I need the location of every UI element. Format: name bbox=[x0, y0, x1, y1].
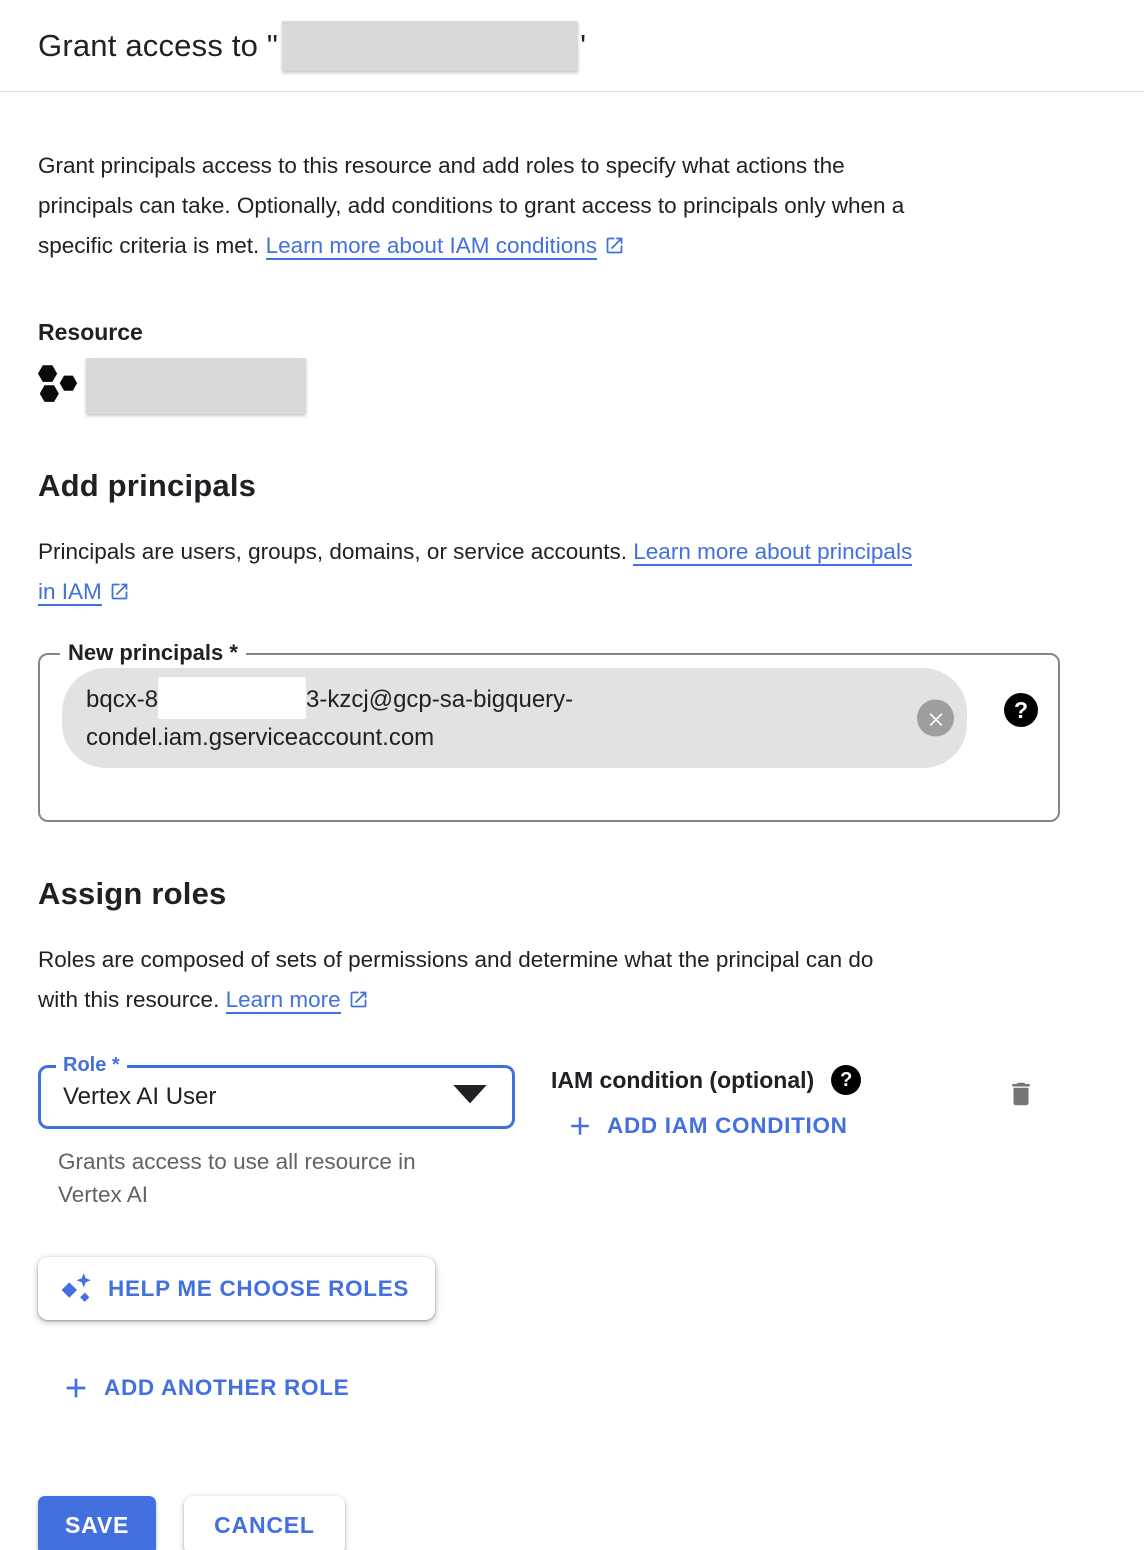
delete-role-button[interactable] bbox=[1006, 1077, 1036, 1111]
resource-section bbox=[0, 319, 1144, 414]
redacted-resource-name bbox=[282, 21, 578, 71]
learn-more-iam-conditions-link[interactable]: Learn more about IAM conditions bbox=[265, 233, 598, 258]
roles-description bbox=[0, 940, 1144, 1023]
external-link-icon bbox=[348, 990, 369, 1015]
role-helper-line: Grants access to use all resource in bbox=[58, 1149, 416, 1174]
add-another-role-label: ADD ANOTHER ROLE bbox=[104, 1375, 350, 1400]
role-helper-line: Vertex AI bbox=[58, 1182, 149, 1207]
intro-line: specific criteria is met. bbox=[38, 233, 260, 258]
new-principals-field[interactable] bbox=[38, 640, 1060, 822]
intro-paragraph bbox=[0, 146, 1144, 269]
resource-hexagons-icon bbox=[38, 364, 78, 409]
new-principals-label: New principals * bbox=[60, 640, 246, 666]
help-me-choose-roles-button[interactable] bbox=[38, 1257, 435, 1320]
page-title-suffix: ' bbox=[580, 27, 587, 63]
trash-icon bbox=[1006, 1077, 1036, 1111]
intro-line: principals can take. Optionally, add conditions to grant access to principals only when a bbox=[38, 193, 905, 218]
cancel-button[interactable]: CANCEL bbox=[184, 1496, 345, 1550]
roles-description-line: with this resource. bbox=[38, 987, 220, 1012]
principal-chip-line2: condel.iam.gserviceaccount.com bbox=[86, 724, 435, 751]
learn-more-principals-link[interactable]: Learn more about principals bbox=[633, 539, 913, 564]
iam-condition-label-row bbox=[551, 1065, 861, 1095]
redacted-email-part bbox=[158, 677, 306, 719]
add-iam-condition-button[interactable] bbox=[565, 1111, 861, 1141]
principals-description-text: Principals are users, groups, domains, or service accounts. bbox=[38, 539, 628, 564]
add-iam-condition-label: ADD IAM CONDITION bbox=[607, 1113, 848, 1138]
dialog-footer bbox=[38, 1496, 1144, 1550]
learn-more-principals-link[interactable]: in IAM bbox=[38, 579, 102, 604]
principal-email-part: bqcx-8 bbox=[86, 686, 159, 713]
roles-description-line: Roles are composed of sets of permissions and determine what the principal can do bbox=[38, 947, 874, 972]
resource-label: Resource bbox=[38, 319, 143, 345]
close-icon bbox=[926, 708, 946, 728]
external-link-icon bbox=[109, 582, 130, 607]
principals-help-icon[interactable]: ? bbox=[1004, 693, 1038, 727]
page-title-text: Grant access to " bbox=[38, 27, 279, 63]
role-selected-value: Vertex AI User bbox=[63, 1083, 217, 1110]
principal-email-part: 3-kzcj@gcp-sa-bigquery- bbox=[306, 686, 574, 713]
iam-condition-label: IAM condition (optional) bbox=[551, 1066, 815, 1093]
role-helper-text bbox=[58, 1145, 453, 1211]
page-title bbox=[38, 21, 586, 71]
redacted-resource-value bbox=[86, 358, 306, 414]
plus-icon bbox=[565, 1111, 595, 1141]
help-me-choose-roles-label: HELP ME CHOOSE ROLES bbox=[108, 1275, 410, 1301]
resource-row bbox=[38, 358, 1106, 414]
learn-more-roles-link[interactable]: Learn more bbox=[225, 987, 341, 1012]
gemini-sparkle-icon bbox=[60, 1272, 93, 1305]
role-select[interactable] bbox=[38, 1054, 515, 1129]
remove-principal-button[interactable] bbox=[917, 700, 954, 737]
save-button[interactable]: SAVE bbox=[38, 1496, 156, 1550]
iam-condition-column bbox=[551, 1065, 861, 1141]
external-link-icon bbox=[604, 236, 625, 261]
role-label: Role * bbox=[56, 1054, 127, 1077]
chevron-down-icon bbox=[450, 1082, 490, 1113]
plus-icon bbox=[60, 1372, 92, 1404]
role-assignment-row bbox=[38, 1054, 1106, 1211]
iam-condition-help-icon[interactable]: ? bbox=[831, 1065, 861, 1095]
assign-roles-heading: Assign roles bbox=[38, 876, 227, 911]
add-principals-heading: Add principals bbox=[38, 468, 257, 503]
principal-chip bbox=[62, 668, 967, 768]
principal-row bbox=[62, 668, 1038, 768]
principals-description bbox=[0, 532, 1144, 615]
intro-line: Grant principals access to this resource and add roles to specify what actions the bbox=[38, 153, 845, 178]
dialog-header bbox=[0, 0, 1144, 92]
add-another-role-button[interactable] bbox=[60, 1372, 1144, 1404]
principal-chip-line1 bbox=[86, 677, 903, 719]
role-column bbox=[38, 1054, 515, 1211]
